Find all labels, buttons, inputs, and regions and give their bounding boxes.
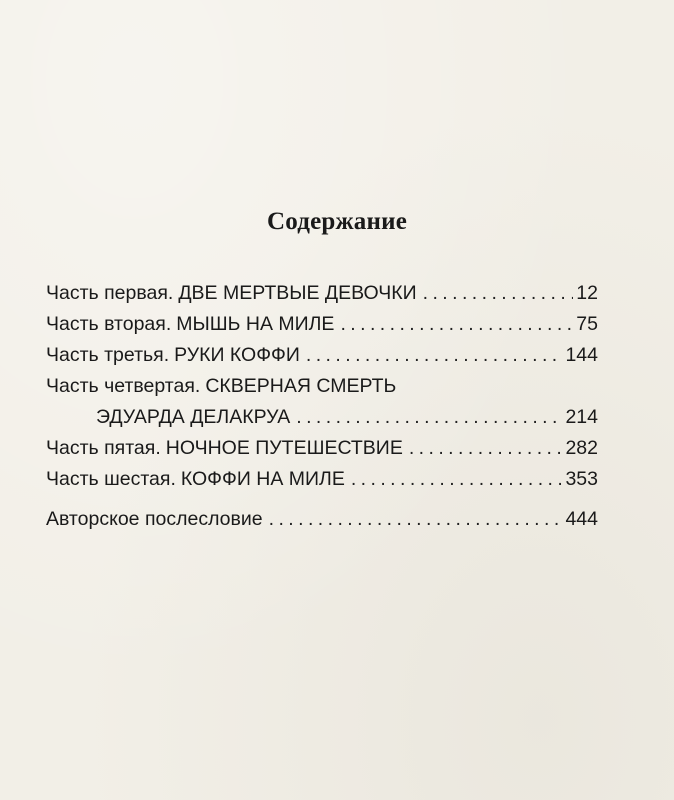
part-number: Часть первая. <box>46 282 174 304</box>
toc-entry-label <box>46 437 403 460</box>
part-number: Часть шестая. <box>46 468 176 490</box>
page-number: 444 <box>565 508 598 530</box>
toc-entry-label <box>46 468 345 491</box>
dot-leader <box>306 344 563 367</box>
table-of-contents <box>46 282 598 539</box>
dot-leader <box>340 313 573 336</box>
part-title: ДВЕ МЕРТВЫЕ ДЕВОЧКИ <box>178 282 417 304</box>
toc-entry-label <box>46 375 396 398</box>
toc-entry-part-2 <box>46 313 598 344</box>
toc-entry-part-4-continuation <box>46 406 598 437</box>
toc-entry-label <box>46 313 334 336</box>
part-number: Часть четвертая. <box>46 375 201 397</box>
page-number: 282 <box>565 437 598 459</box>
part-title: МЫШЬ НА МИЛЕ <box>176 313 335 335</box>
part-title-continuation: ЭДУАРДА ДЕЛАКРУА <box>96 406 291 428</box>
toc-entry-label <box>96 406 290 429</box>
part-number: Часть вторая. <box>46 313 172 335</box>
toc-entry-label: Авторское послесловие <box>46 508 263 530</box>
toc-entry-part-5 <box>46 437 598 468</box>
toc-entry-part-3 <box>46 344 598 375</box>
part-number: Часть третья. <box>46 344 170 366</box>
toc-entry-label <box>46 344 300 367</box>
dot-leader <box>423 282 574 305</box>
dot-leader <box>269 508 563 531</box>
part-number: Часть пятая. <box>46 437 161 459</box>
toc-entry-label <box>46 282 417 305</box>
dot-leader <box>296 406 562 429</box>
part-title: СКВЕРНАЯ СМЕРТЬ <box>205 375 397 397</box>
page-number: 214 <box>565 406 598 428</box>
part-title: РУКИ КОФФИ <box>174 344 300 366</box>
toc-entry-part-1 <box>46 282 598 313</box>
page-title: Содержание <box>266 208 407 235</box>
page-number: 12 <box>576 282 598 304</box>
toc-entry-part-6 <box>46 468 598 499</box>
part-title: КОФФИ НА МИЛЕ <box>180 468 345 490</box>
page-number: 75 <box>576 313 598 335</box>
dot-leader <box>351 468 563 491</box>
part-title: НОЧНОЕ ПУТЕШЕСТВИЕ <box>165 437 403 459</box>
toc-entry-part-4 <box>46 375 598 406</box>
dot-leader <box>409 437 563 460</box>
page-number: 353 <box>565 468 598 490</box>
page-number: 144 <box>565 344 598 366</box>
toc-entry-afterword <box>46 508 598 539</box>
